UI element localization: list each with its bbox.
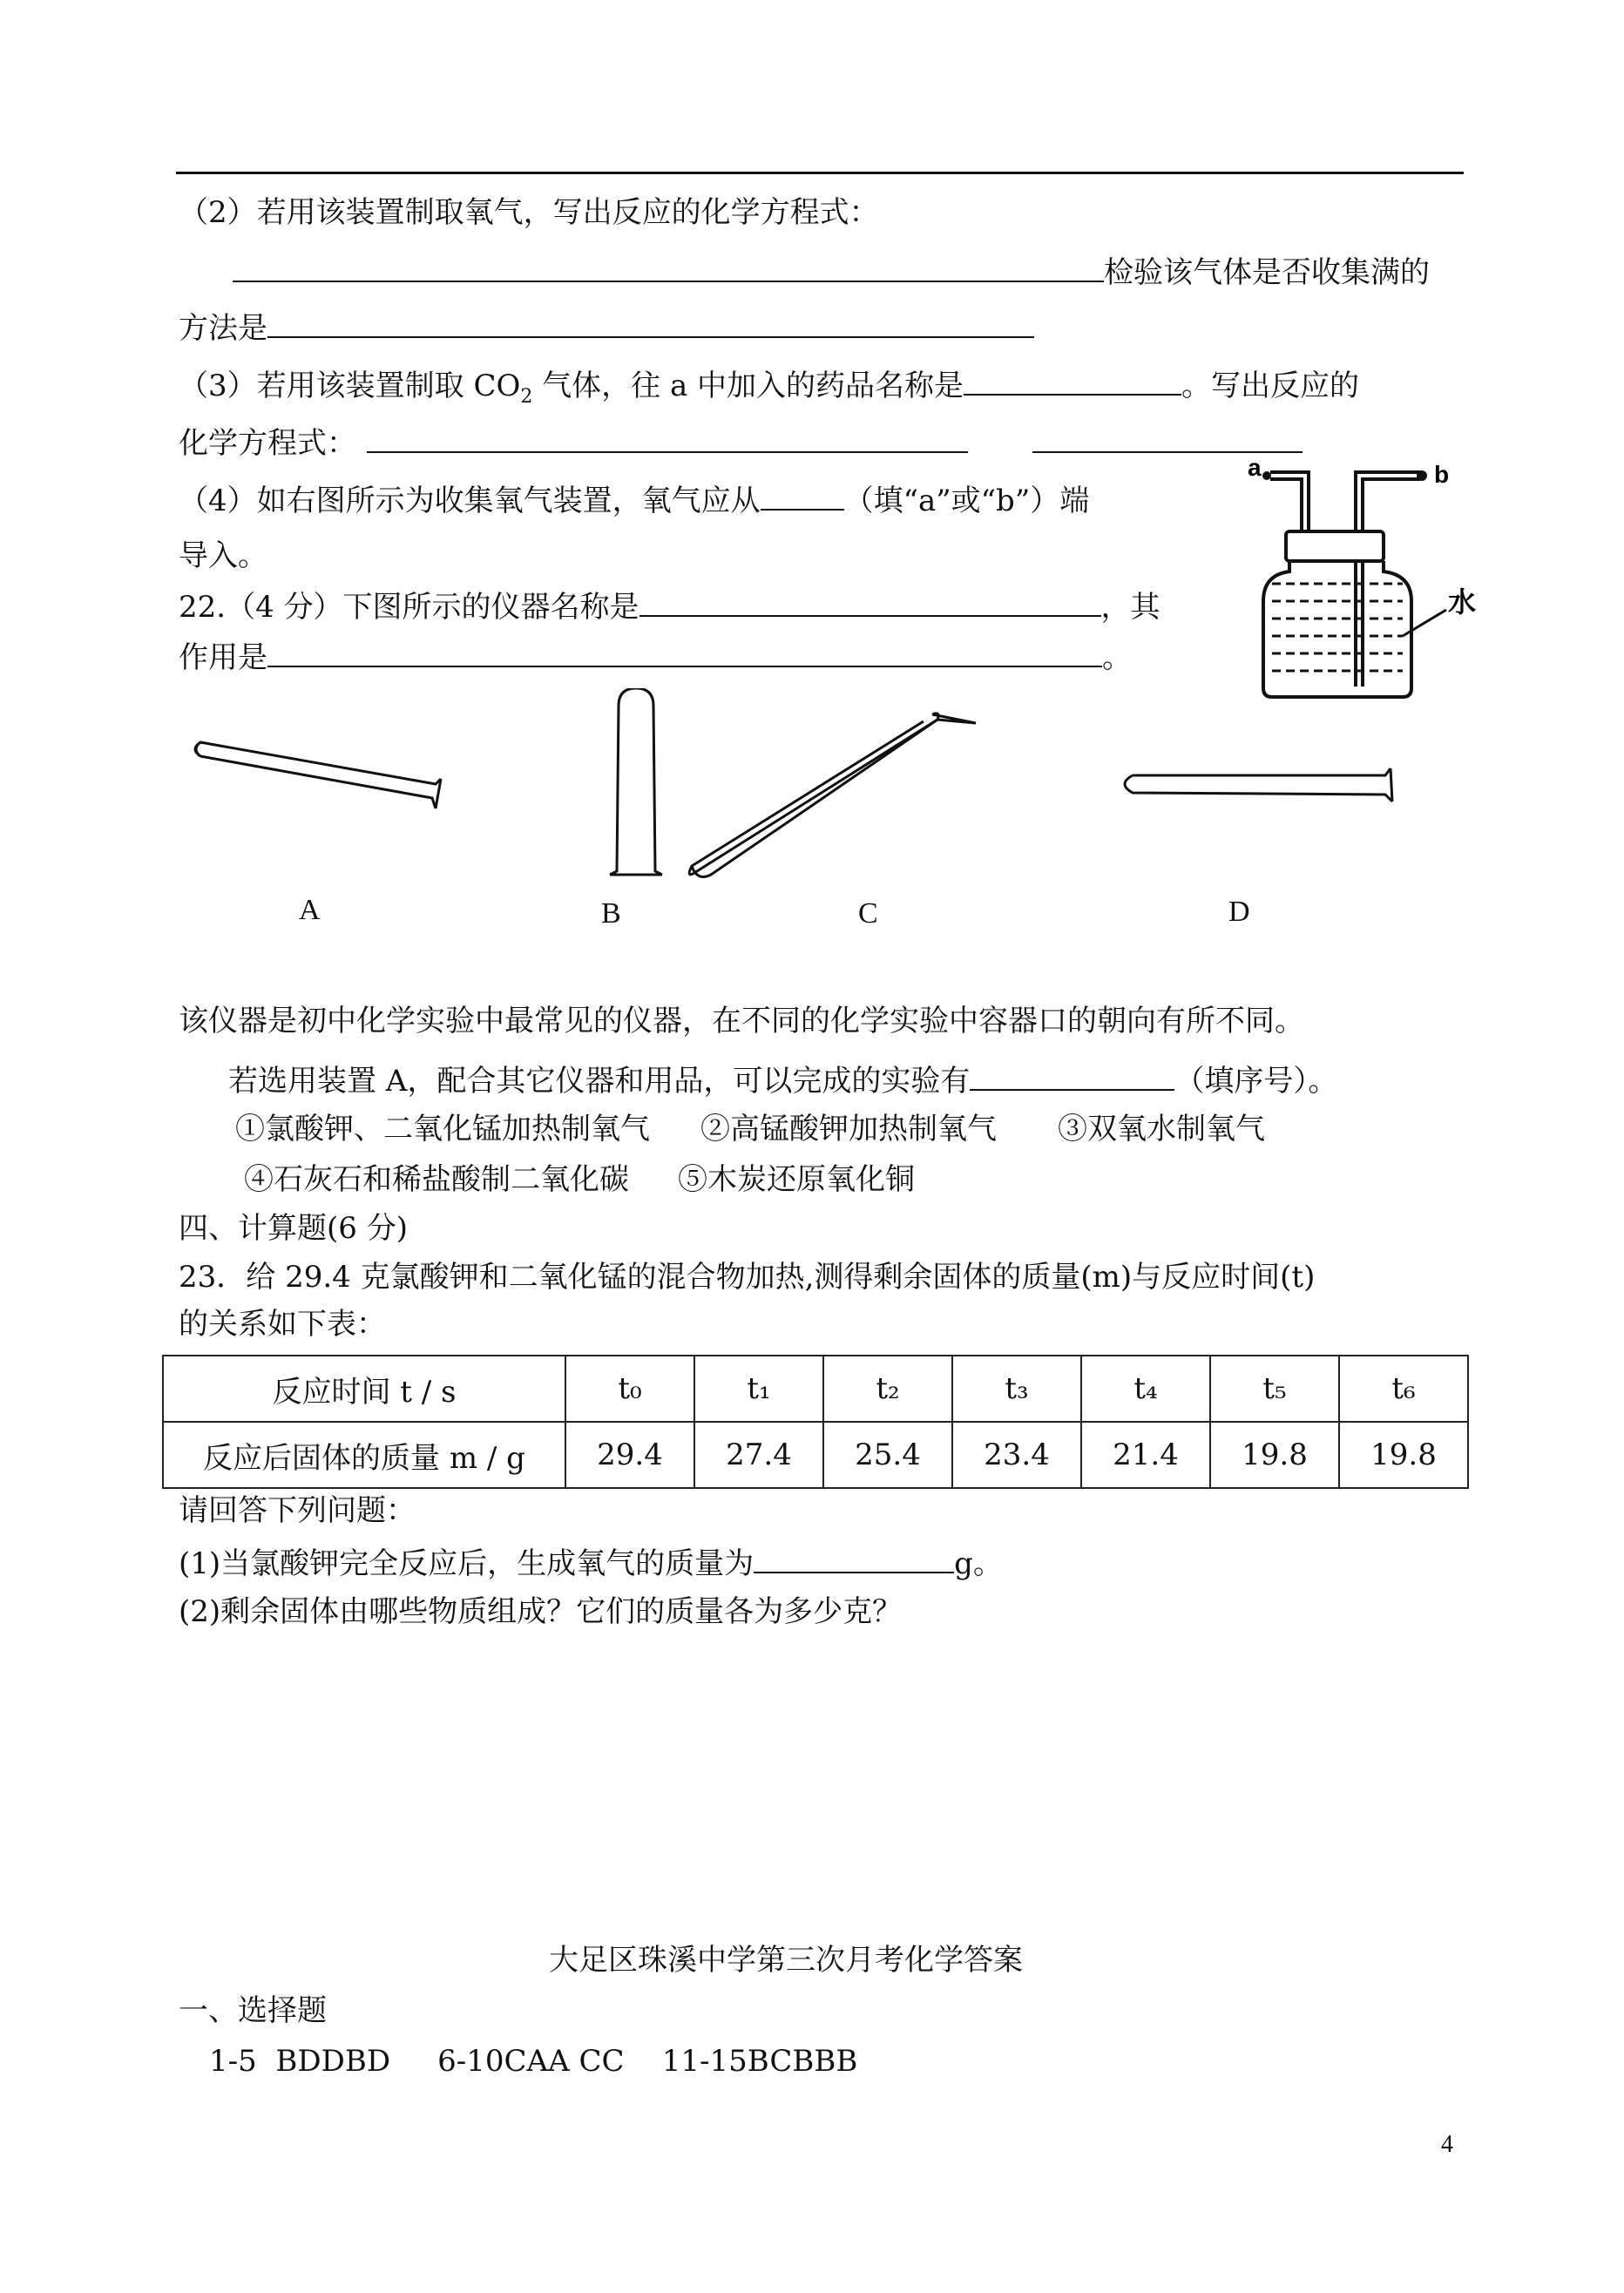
q22-line2: 作用是 。: [179, 638, 1132, 675]
answer-blank[interactable]: [1032, 423, 1303, 453]
answer-blank[interactable]: [267, 308, 1034, 338]
q22-select: 若选用装置 A，配合其它仪器和用品，可以完成的实验有 （填序号）。: [228, 1061, 1337, 1099]
table-cell: 25.4: [823, 1422, 952, 1488]
test-tube-d: [1125, 768, 1392, 802]
answer-blank[interactable]: [964, 366, 1181, 396]
q23-sub2: (2)剩余固体由哪些物质组成？它们的质量各为多少克？: [179, 1594, 903, 1629]
table-cell: t₂: [823, 1356, 952, 1422]
q23-line2: 的关系如下表：: [179, 1307, 386, 1342]
answer-blank[interactable]: [233, 253, 1104, 282]
table-cell: t₁: [694, 1356, 823, 1422]
q21-part2-line3: 方法是: [179, 308, 1034, 346]
test-tube-a: [195, 742, 441, 808]
answer-blank[interactable]: [970, 1061, 1174, 1091]
gas-bottle-diagram: [1228, 453, 1490, 714]
table-row: [163, 1356, 1468, 1422]
answer-blank[interactable]: [639, 587, 1101, 617]
label-a-tube: A: [299, 894, 321, 926]
table-cell: t₆: [1339, 1356, 1468, 1422]
table-cell: 29.4: [565, 1422, 694, 1488]
pipe-a-end-icon: [1262, 471, 1271, 480]
q22-options-row2: ④石灰石和稀盐酸制二氧化碳 ⑤木炭还原氧化铜: [244, 1162, 915, 1197]
pipe-b-end-icon: [1417, 470, 1427, 481]
q23-ask: 请回答下列问题：: [179, 1493, 416, 1528]
q23-sub1: (1)当氯酸钾完全反应后，生成氧气的质量为 g。: [179, 1544, 1003, 1581]
table-row: [163, 1422, 1468, 1488]
test-tube-figure: [174, 688, 1446, 906]
q21-part3: （3）若用该装置制取 $CO_2$ 气体，往 a 中加入的药品名称是 。写出反应的: [179, 366, 1359, 415]
table-cell: 23.4: [952, 1422, 1081, 1488]
time-mass-table: [162, 1355, 1469, 1489]
label-a: a: [1248, 454, 1262, 481]
q22-desc: 该仪器是初中化学实验中最常见的仪器，在不同的化学实验中容器口的朝向有所不同。: [179, 1004, 1304, 1038]
q21-part2: （2）若用该装置制取氧气，写出反应的化学方程式：: [179, 195, 879, 230]
table-cell: t₄: [1081, 1356, 1210, 1422]
label-d-tube: D: [1228, 896, 1250, 928]
table-cell: t₅: [1210, 1356, 1339, 1422]
label-water: 水: [1448, 585, 1477, 619]
q21-part3-line2: 化学方程式：: [179, 423, 1303, 461]
label-b-tube: B: [601, 897, 621, 930]
page-number: 4: [1441, 2131, 1453, 2158]
table-cell: 反应时间 t / s: [163, 1356, 565, 1422]
table-cell: 27.4: [694, 1422, 823, 1488]
table-cell: t₀: [565, 1356, 694, 1422]
answer-blank[interactable]: [267, 638, 1102, 667]
q23-line1: 23．给 29.4 克氯酸钾和二氧化锰的混合物加热,测得剩余固体的质量(m)与反应时间(t): [179, 1260, 1316, 1295]
q21-part2-line2: 检验该气体是否收集满的: [179, 253, 1430, 290]
label-c-tube: C: [858, 897, 878, 930]
answers-line: 1-5 BDDBD 6-10CAA CC 11-15BCBBB: [209, 2044, 858, 2079]
answer-blank[interactable]: [367, 423, 968, 453]
q22-options-row1: ①氯酸钾、二氧化锰加热制氧气 ②高锰酸钾加热制氧气 ③双氧水制氧气: [235, 1112, 1265, 1146]
answers-section1: 一、选择题: [179, 1993, 327, 2028]
answer-blank[interactable]: [754, 1544, 954, 1573]
test-tube-c: [689, 714, 976, 877]
label-b: b: [1434, 461, 1450, 488]
table-cell: 21.4: [1081, 1422, 1210, 1488]
table-cell: t₃: [952, 1356, 1081, 1422]
section-4-heading: 四、计算题(6 分): [179, 1211, 408, 1246]
table-cell: 反应后固体的质量 m / g: [163, 1422, 565, 1488]
header-rule: [176, 172, 1464, 174]
answers-title: 大足区珠溪中学第三次月考化学答案: [549, 1943, 1023, 1978]
table-cell: 19.8: [1210, 1422, 1339, 1488]
q21-part4-end: 导入。: [179, 538, 267, 573]
answer-blank[interactable]: [761, 481, 844, 511]
q22-line1: 22.（4 分）下图所示的仪器名称是 ，其: [179, 587, 1160, 625]
q21-part4: （4）如右图所示为收集氧气装置，氧气应从 （填“a”或“b”）端: [179, 481, 1089, 518]
test-tube-b: [610, 688, 662, 875]
table-cell: 19.8: [1339, 1422, 1468, 1488]
